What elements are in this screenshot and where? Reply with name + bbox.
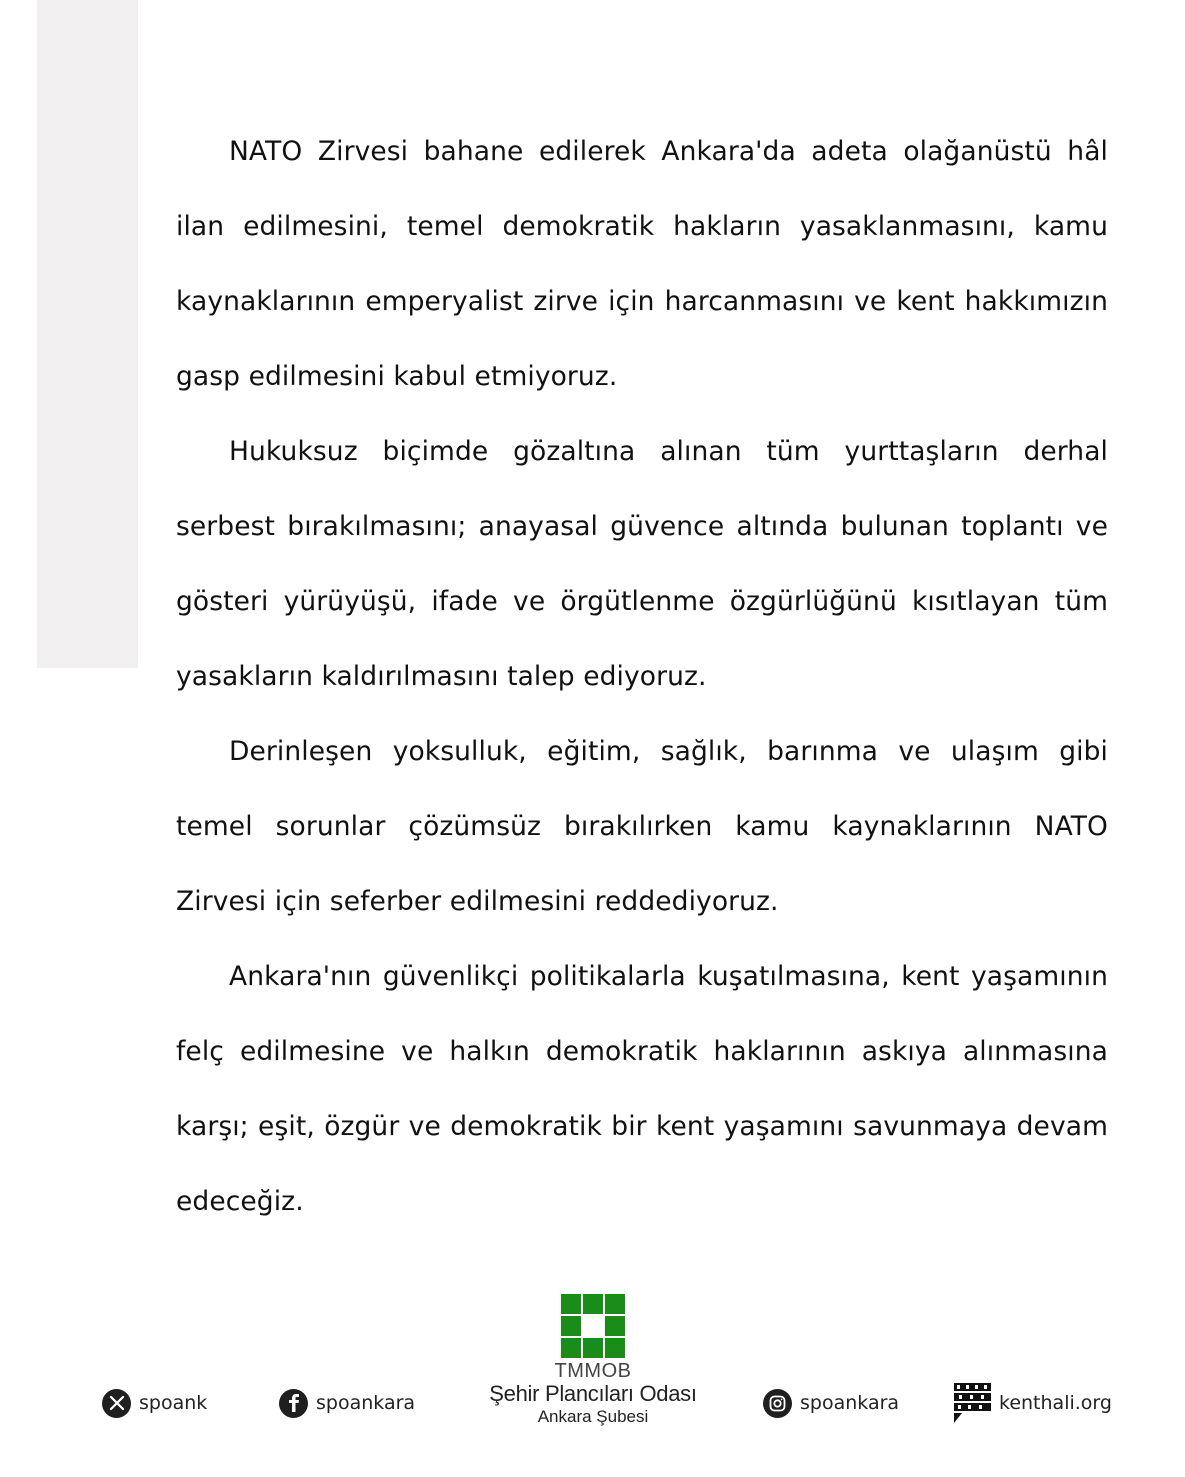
website-link[interactable] [954, 1388, 1112, 1418]
paragraph-4: Ankara'nın güvenlikçi politikalarla kuşatılmasına, kent yaşamının felç edilmesine ve halkın demokratik haklarının askıya alınmasına karşı; eşit, özgür ve demokratik bir kent yaşamını savunmaya devam edeceğiz. [176, 961, 1108, 1217]
spo-logo-mark [561, 1294, 625, 1358]
decorative-side-bar [37, 0, 138, 668]
kenthali-logo [954, 1383, 991, 1423]
tmmob-label: TMMOB [554, 1360, 632, 1382]
org-name: Şehir Plancıları Odası [489, 1381, 697, 1406]
spo-logo [480, 1294, 706, 1428]
website-label: kenthali.org [999, 1392, 1112, 1414]
paragraph-3: Derinleşen yoksulluk, eğitim, sağlık, barınma ve ulaşım gibi temel sorunlar çözümsüz bırakılırken kamu kaynaklarının NATO Zirvesi için seferber edilmesini reddediyoruz. [176, 736, 1108, 917]
facebook-icon [279, 1389, 308, 1418]
instagram-icon [763, 1389, 792, 1418]
paragraph-2: Hukuksuz biçimde gözaltına alınan tüm yurttaşların derhal serbest bırakılmasını; anayasal güvence altında bulunan toplantı ve gösteri yürüyüşü, ifade ve örgütlenme özgürlüğünü kısıtlayan tüm yasakların kaldırılmasını talep ediyoruz. [176, 436, 1108, 692]
instagram-link[interactable] [763, 1388, 899, 1418]
statement-body [176, 114, 1108, 1239]
x-icon [102, 1389, 131, 1418]
facebook-link[interactable] [279, 1388, 415, 1418]
x-handle: spoank [139, 1392, 208, 1414]
x-link[interactable] [102, 1388, 207, 1418]
branch-name: Ankara Şubesi [537, 1407, 649, 1426]
instagram-handle: spoankara [800, 1392, 900, 1414]
facebook-handle: spoankara [316, 1392, 416, 1414]
paragraph-1: NATO Zirvesi bahane edilerek Ankara'da adeta olağanüstü hâl ilan edilmesini, temel demokratik hakların yasaklanmasını, kamu kaynaklarının emperyalist zirve için harcanmasını ve kent hakkımızın gasp edilmesini kabul etmiyoruz. [176, 136, 1108, 392]
